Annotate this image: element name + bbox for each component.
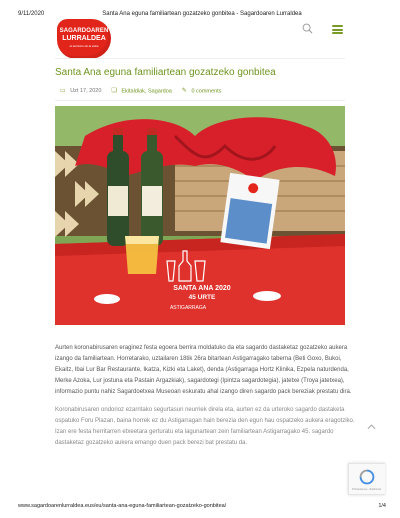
print-footer xyxy=(18,501,386,511)
print-url: www.sagardoarenlurraldea.eus/eu/santa-ana-eguna-familiartean-gozatzeko-gonbitea/ xyxy=(18,503,227,509)
folder-icon: ❏ xyxy=(111,88,117,94)
meta-divider xyxy=(55,100,345,101)
logo-line2: LURRALDEA xyxy=(62,35,106,42)
scroll-up-icon[interactable] xyxy=(367,423,376,430)
logo-line1: SAGARDOAREN xyxy=(59,28,109,34)
post-title: Santa Ana eguna familiartean gozatzeko gonbitea xyxy=(55,67,276,78)
post-meta xyxy=(60,87,360,95)
print-page-count: 1/4 xyxy=(378,503,386,509)
cloth-text-line2: 45 URTE xyxy=(188,294,216,301)
body-paragraph: Koronabirusaren ondorioz ezarritako segurtasun neurriek direla eta, aurten ez da urteroko sagardo dastaketa ospatuko Foru Plazan, baina horrek ez du Astigarragan hain berezia den egun hau ospatzeko aukera eragotziko. Izan ere festa herritarren etxeetara gerturatu eta lagunartean zein familiartean Astigarragako 45. sagardo dastaketaz gozatzeko aukera emango duen pack berezi bat prestatu da. xyxy=(55,407,355,446)
print-header xyxy=(18,9,386,19)
post-categories[interactable]: Ekitaldiak, Sagardoa xyxy=(121,88,172,95)
post-body xyxy=(55,343,355,456)
recaptcha-label: Pribatutasuna - Baldintzak xyxy=(352,488,382,491)
menu-bar xyxy=(332,29,343,31)
cloth-text-line3: ASTIGARRAGA xyxy=(169,305,207,311)
print-date: 9/11/2020 xyxy=(18,11,45,17)
calendar-icon: ▭ xyxy=(60,88,66,94)
search-icon[interactable] xyxy=(302,23,313,34)
menu-bar xyxy=(332,25,343,27)
post-date: Uzt 17, 2020 xyxy=(70,88,102,94)
site-logo[interactable] xyxy=(57,19,111,59)
cloth-text-line1: SANTA ANA 2020 xyxy=(173,285,231,292)
post-comments-link[interactable]: 0 comments xyxy=(191,88,222,95)
menu-icon[interactable] xyxy=(332,25,343,34)
print-page-title: Santa Ana eguna familiartean gozatzeko gonbitea - Sagardoaren Lurraldea xyxy=(102,11,302,17)
comment-icon: ✎ xyxy=(181,88,187,94)
recaptcha-badge[interactable] xyxy=(348,463,385,495)
featured-image xyxy=(55,106,345,325)
recaptcha-icon xyxy=(359,469,375,485)
body-paragraph: Aurten koronabirusaren eraginez festa egoera berrira moldatuko da eta sagardo dastaketaz gozatzeko aukera izango da familiartean. Horretarako, uztailaren 18tik 26ra bitartean Astigarragako taberna (Beti Goxo, Bukoi, Ekaitz, Ibai Lur Bar Restaurante, Ikatza, Kizki eta Laket), denda (Astigarraga Hortz Klinika, Ezpela naturdenda, Merke Azoka, Lur jostuna eta Pastain Argazkiak), sagardotegi (Ipintza sagardotegia), jatetxe (Troya jatetxea), informazio puntu nahiz Sagardoetxea Museoan eskuratu ahal izango diren sagardo pack bereziak prestatu dira. xyxy=(55,345,352,395)
header-divider xyxy=(55,58,345,59)
menu-bar xyxy=(332,32,343,34)
logo-tagline: el territorio de la sidra xyxy=(69,44,99,48)
